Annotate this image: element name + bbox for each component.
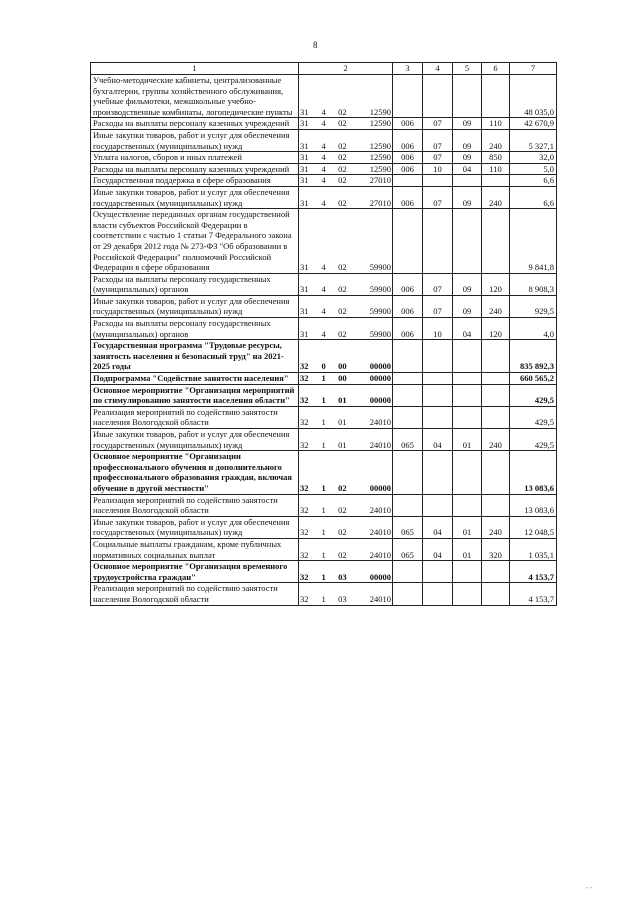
code-subprogram: 1 (321, 505, 326, 516)
row-name: Социальные выплаты гражданам, кроме публичных нормативных социальных выплат (91, 538, 299, 560)
row-name: Иные закупки товаров, работ и услуг для обеспечения государственных (муниципальных) нужд (91, 516, 299, 538)
row-name: Иные закупки товаров, работ и услуг для обеспечения государственных (муниципальных) нужд (91, 295, 299, 317)
code-direction: 24010 (369, 593, 391, 604)
code-subprogram: 1 (321, 395, 326, 406)
row-code (299, 494, 393, 516)
code-direction: 12590 (369, 163, 391, 174)
table-body (91, 63, 557, 606)
table-row (91, 75, 557, 118)
code-direction: 27010 (369, 197, 391, 208)
code-program: 31 (300, 118, 309, 129)
row-code (299, 384, 393, 406)
row-code (299, 129, 393, 151)
row-ministry (393, 373, 423, 385)
code-program: 32 (300, 439, 309, 450)
row-sum: 4 153,7 (510, 561, 557, 583)
row-section (423, 175, 453, 187)
row-subsection: 04 (453, 318, 482, 340)
row-code (299, 163, 393, 175)
code-direction: 24010 (369, 505, 391, 516)
row-section (423, 451, 453, 494)
table-row (91, 186, 557, 208)
row-subsection (453, 340, 482, 373)
row-code (299, 186, 393, 208)
code-direction: 00000 (369, 373, 391, 384)
row-expense-type: 240 (482, 295, 510, 317)
code-parts (300, 118, 391, 129)
row-expense-type: 240 (482, 516, 510, 538)
row-name: Реализация мероприятий по содействию занятости населения Вологодской области (91, 494, 299, 516)
row-code (299, 583, 393, 605)
code-subprogram: 4 (321, 175, 326, 186)
row-sum: 32,0 (510, 152, 557, 164)
row-section: 07 (423, 186, 453, 208)
row-code (299, 561, 393, 583)
row-name: Расходы на выплаты персоналу казенных учреждений (91, 118, 299, 130)
row-expense-type: 120 (482, 318, 510, 340)
row-subsection (453, 373, 482, 385)
row-sum: 429,5 (510, 429, 557, 451)
row-code (299, 118, 393, 130)
code-parts (300, 141, 391, 152)
code-direction: 24010 (369, 549, 391, 560)
row-expense-type (482, 384, 510, 406)
code-program: 32 (300, 593, 309, 604)
code-parts (300, 373, 391, 384)
code-direction: 24010 (369, 439, 391, 450)
table-row (91, 373, 557, 385)
row-name: Иные закупки товаров, работ и услуг для обеспечения государственных (муниципальных) нужд (91, 129, 299, 151)
row-sum: 12 048,5 (510, 516, 557, 538)
code-direction: 00000 (369, 482, 391, 493)
row-expense-type: 240 (482, 129, 510, 151)
code-direction: 24010 (369, 417, 391, 428)
code-parts (300, 417, 391, 428)
row-sum: 4 153,7 (510, 583, 557, 605)
table-row (91, 118, 557, 130)
code-event: 02 (338, 482, 347, 493)
row-code (299, 273, 393, 295)
table-row (91, 406, 557, 428)
code-direction: 12590 (369, 152, 391, 163)
row-subsection: 09 (453, 152, 482, 164)
code-direction: 27010 (369, 175, 391, 186)
row-ministry: 006 (393, 129, 423, 151)
row-code (299, 295, 393, 317)
code-program: 31 (300, 106, 309, 117)
row-code (299, 406, 393, 428)
row-name: Реализация мероприятий по содействию занятости населения Вологодской области (91, 583, 299, 605)
row-subsection: 09 (453, 129, 482, 151)
code-program: 31 (300, 197, 309, 208)
code-subprogram: 4 (321, 306, 326, 317)
header-col-1: 1 (91, 63, 299, 75)
row-code (299, 175, 393, 187)
code-subprogram: 4 (321, 197, 326, 208)
code-event: 00 (338, 373, 347, 384)
row-section: 10 (423, 318, 453, 340)
row-ministry (393, 561, 423, 583)
page-number: 8 (313, 40, 318, 50)
code-program: 32 (300, 361, 309, 372)
row-section (423, 384, 453, 406)
code-direction: 00000 (369, 395, 391, 406)
code-event: 01 (338, 395, 347, 406)
row-code (299, 152, 393, 164)
code-direction: 59900 (369, 284, 391, 295)
row-subsection: 09 (453, 118, 482, 130)
code-parts (300, 262, 391, 273)
row-sum: 9 841,8 (510, 209, 557, 274)
code-subprogram: 4 (321, 118, 326, 129)
code-program: 31 (300, 306, 309, 317)
row-sum: 429,5 (510, 406, 557, 428)
table-row (91, 209, 557, 274)
code-subprogram: 4 (321, 152, 326, 163)
row-name: Государственная поддержка в сфере образования (91, 175, 299, 187)
code-event: 00 (338, 361, 347, 372)
table-row (91, 583, 557, 605)
row-sum: 6,6 (510, 175, 557, 187)
code-parts (300, 395, 391, 406)
row-sum: 1 035,1 (510, 538, 557, 560)
code-direction: 24010 (369, 527, 391, 538)
row-subsection: 01 (453, 516, 482, 538)
code-parts (300, 306, 391, 317)
row-expense-type (482, 406, 510, 428)
code-program: 32 (300, 571, 309, 582)
row-expense-type (482, 583, 510, 605)
code-parts (300, 550, 391, 561)
row-ministry (393, 494, 423, 516)
code-subprogram: 1 (321, 417, 326, 428)
row-section (423, 583, 453, 605)
row-name: Осуществление переданных органам государственной власти субъектов Российской Федерации в соответствии с частью 1 статьи 7 Федерального закона от 29 декабря 2012 года № 273-ФЗ "Об образовании в Российской Федерации" полномочий Российской Федерации в сфере образования (91, 209, 299, 274)
row-name: Иные закупки товаров, работ и услуг для обеспечения государственных (муниципальных) нужд (91, 429, 299, 451)
table-row (91, 295, 557, 317)
row-subsection (453, 583, 482, 605)
row-code (299, 516, 393, 538)
row-section (423, 75, 453, 118)
code-direction: 12590 (369, 140, 391, 151)
code-direction: 12590 (369, 118, 391, 129)
code-event: 02 (338, 152, 347, 163)
row-section (423, 561, 453, 583)
code-parts (300, 152, 391, 163)
code-program: 32 (300, 482, 309, 493)
row-expense-type: 110 (482, 163, 510, 175)
code-subprogram: 4 (321, 284, 326, 295)
code-parts (300, 440, 391, 451)
code-program: 31 (300, 163, 309, 174)
code-program: 31 (300, 140, 309, 151)
table-row (91, 152, 557, 164)
code-direction: 12590 (369, 106, 391, 117)
budget-table (90, 62, 557, 606)
table-row (91, 318, 557, 340)
row-code (299, 373, 393, 385)
code-program: 32 (300, 373, 309, 384)
row-sum: 13 083,6 (510, 451, 557, 494)
table-row (91, 494, 557, 516)
header-col-3: 3 (393, 63, 423, 75)
row-sum: 5 327,1 (510, 129, 557, 151)
code-subprogram: 1 (321, 527, 326, 538)
row-expense-type: 850 (482, 152, 510, 164)
row-ministry: 065 (393, 516, 423, 538)
row-expense-type (482, 561, 510, 583)
row-code (299, 318, 393, 340)
code-direction: 59900 (369, 262, 391, 273)
row-ministry: 006 (393, 118, 423, 130)
table-row (91, 538, 557, 560)
code-event: 02 (338, 175, 347, 186)
row-ministry (393, 75, 423, 118)
row-subsection (453, 494, 482, 516)
row-subsection (453, 561, 482, 583)
row-subsection (453, 175, 482, 187)
code-direction: 59900 (369, 328, 391, 339)
row-expense-type: 240 (482, 186, 510, 208)
header-col-7: 7 (510, 63, 557, 75)
code-program: 32 (300, 395, 309, 406)
code-program: 32 (300, 549, 309, 560)
code-program: 31 (300, 262, 309, 273)
code-event: 01 (338, 439, 347, 450)
row-section: 10 (423, 163, 453, 175)
code-event: 02 (338, 140, 347, 151)
row-sum: 429,5 (510, 384, 557, 406)
table-row (91, 175, 557, 187)
row-ministry (393, 406, 423, 428)
code-subprogram: 4 (321, 262, 326, 273)
row-ministry (393, 451, 423, 494)
row-subsection (453, 406, 482, 428)
row-expense-type (482, 451, 510, 494)
row-subsection: 01 (453, 429, 482, 451)
row-sum: 6,6 (510, 186, 557, 208)
row-expense-type (482, 373, 510, 385)
code-subprogram: 1 (321, 439, 326, 450)
row-name: Расходы на выплаты персоналу государственных (муниципальных) органов (91, 318, 299, 340)
row-subsection (453, 384, 482, 406)
row-code (299, 429, 393, 451)
table-row (91, 561, 557, 583)
row-code (299, 451, 393, 494)
code-event: 03 (338, 593, 347, 604)
code-subprogram: 4 (321, 163, 326, 174)
code-direction: 00000 (369, 361, 391, 372)
row-name: Основное мероприятие "Организация мероприятий по стимулированию занятости населения области" (91, 384, 299, 406)
row-sum: 835 892,3 (510, 340, 557, 373)
row-name: Основное мероприятие "Организации профессионального обучения и дополнительного профессионального образования граждан, включая обучение в другой местности" (91, 451, 299, 494)
table-row (91, 273, 557, 295)
code-event: 02 (338, 284, 347, 295)
code-event: 02 (338, 106, 347, 117)
code-subprogram: 1 (321, 482, 326, 493)
row-ministry: 006 (393, 318, 423, 340)
row-ministry: 006 (393, 186, 423, 208)
code-program: 31 (300, 328, 309, 339)
row-expense-type: 120 (482, 273, 510, 295)
row-name: Расходы на выплаты персоналу государственных (муниципальных) органов (91, 273, 299, 295)
code-subprogram: 4 (321, 106, 326, 117)
row-section: 07 (423, 295, 453, 317)
code-event: 02 (338, 197, 347, 208)
row-sum: 42 670,9 (510, 118, 557, 130)
row-code (299, 75, 393, 118)
row-section: 07 (423, 273, 453, 295)
code-program: 31 (300, 175, 309, 186)
row-subsection: 04 (453, 163, 482, 175)
code-parts (300, 164, 391, 175)
row-sum: 4,0 (510, 318, 557, 340)
code-parts (300, 175, 391, 186)
code-direction: 59900 (369, 306, 391, 317)
row-ministry (393, 209, 423, 274)
code-event: 02 (338, 549, 347, 560)
code-parts (300, 572, 391, 583)
scan-marks: ' ' ' (585, 887, 592, 893)
row-expense-type (482, 75, 510, 118)
code-parts (300, 107, 391, 118)
row-sum: 929,5 (510, 295, 557, 317)
row-ministry: 006 (393, 163, 423, 175)
row-expense-type: 240 (482, 429, 510, 451)
row-section: 04 (423, 429, 453, 451)
row-sum: 13 083,6 (510, 494, 557, 516)
code-parts (300, 329, 391, 340)
row-expense-type: 320 (482, 538, 510, 560)
table-header-row (91, 63, 557, 75)
table-row (91, 384, 557, 406)
row-ministry: 065 (393, 538, 423, 560)
code-program: 31 (300, 152, 309, 163)
row-section: 04 (423, 538, 453, 560)
code-parts (300, 198, 391, 209)
code-subprogram: 1 (321, 549, 326, 560)
row-sum: 660 565,2 (510, 373, 557, 385)
row-expense-type (482, 494, 510, 516)
table-row (91, 516, 557, 538)
table-row (91, 429, 557, 451)
code-parts (300, 527, 391, 538)
code-subprogram: 1 (321, 571, 326, 582)
code-parts (300, 594, 391, 605)
code-program: 31 (300, 284, 309, 295)
row-name: Основное мероприятие "Организация временного трудоустройства граждан" (91, 561, 299, 583)
code-program: 32 (300, 505, 309, 516)
table-row (91, 163, 557, 175)
row-name: Уплата налогов, сборов и иных платежей (91, 152, 299, 164)
table-row (91, 129, 557, 151)
code-subprogram: 4 (321, 140, 326, 151)
code-program: 32 (300, 417, 309, 428)
row-ministry (393, 583, 423, 605)
row-name: Государственная программа "Трудовые ресурсы, занятость населения и безопасный труд" на 2021-2025 годы (91, 340, 299, 373)
row-section: 07 (423, 152, 453, 164)
row-name: Иные закупки товаров, работ и услуг для обеспечения государственных (муниципальных) нужд (91, 186, 299, 208)
row-code (299, 538, 393, 560)
row-subsection: 09 (453, 295, 482, 317)
row-section (423, 373, 453, 385)
row-section: 04 (423, 516, 453, 538)
table-row (91, 451, 557, 494)
row-ministry: 065 (393, 429, 423, 451)
row-name: Расходы на выплаты персоналу казенных учреждений (91, 163, 299, 175)
code-parts (300, 284, 391, 295)
code-parts (300, 505, 391, 516)
header-col-6: 6 (482, 63, 510, 75)
row-section: 07 (423, 129, 453, 151)
row-expense-type (482, 340, 510, 373)
row-ministry (393, 175, 423, 187)
row-expense-type (482, 209, 510, 274)
code-event: 01 (338, 417, 347, 428)
row-subsection: 09 (453, 186, 482, 208)
row-sum: 5,0 (510, 163, 557, 175)
code-direction: 00000 (369, 571, 391, 582)
row-section (423, 209, 453, 274)
code-subprogram: 1 (321, 373, 326, 384)
header-col-5: 5 (453, 63, 482, 75)
row-code (299, 340, 393, 373)
code-subprogram: 0 (321, 361, 326, 372)
row-subsection: 01 (453, 538, 482, 560)
code-event: 02 (338, 306, 347, 317)
row-name: Реализация мероприятий по содействию занятости населения Вологодской области (91, 406, 299, 428)
code-event: 02 (338, 163, 347, 174)
row-name: Учебно-методические кабинеты, централизованные бухгалтерии, группы хозяйственного обслуживания, учебные фильмотеки, межшкольные учебно-производственные комбинаты, логопедические пункты (91, 75, 299, 118)
row-ministry (393, 384, 423, 406)
row-subsection (453, 209, 482, 274)
row-ministry (393, 340, 423, 373)
code-event: 02 (338, 505, 347, 516)
table-row (91, 340, 557, 373)
row-section: 07 (423, 118, 453, 130)
row-section (423, 340, 453, 373)
row-subsection (453, 75, 482, 118)
header-col-4: 4 (423, 63, 453, 75)
row-ministry: 006 (393, 273, 423, 295)
row-ministry: 006 (393, 152, 423, 164)
code-event: 02 (338, 328, 347, 339)
row-code (299, 209, 393, 274)
row-section (423, 494, 453, 516)
row-expense-type (482, 175, 510, 187)
code-event: 02 (338, 262, 347, 273)
code-program: 32 (300, 527, 309, 538)
row-name: Подпрограмма "Содействие занятости населения" (91, 373, 299, 385)
header-col-2: 2 (299, 63, 393, 75)
row-section (423, 406, 453, 428)
code-event: 02 (338, 118, 347, 129)
code-event: 03 (338, 571, 347, 582)
code-subprogram: 4 (321, 328, 326, 339)
code-event: 02 (338, 527, 347, 538)
row-expense-type: 110 (482, 118, 510, 130)
row-ministry: 006 (393, 295, 423, 317)
row-subsection: 09 (453, 273, 482, 295)
code-subprogram: 1 (321, 593, 326, 604)
code-parts (300, 483, 391, 494)
row-subsection (453, 451, 482, 494)
code-parts (300, 361, 391, 372)
row-sum: 48 035,0 (510, 75, 557, 118)
row-sum: 8 908,3 (510, 273, 557, 295)
